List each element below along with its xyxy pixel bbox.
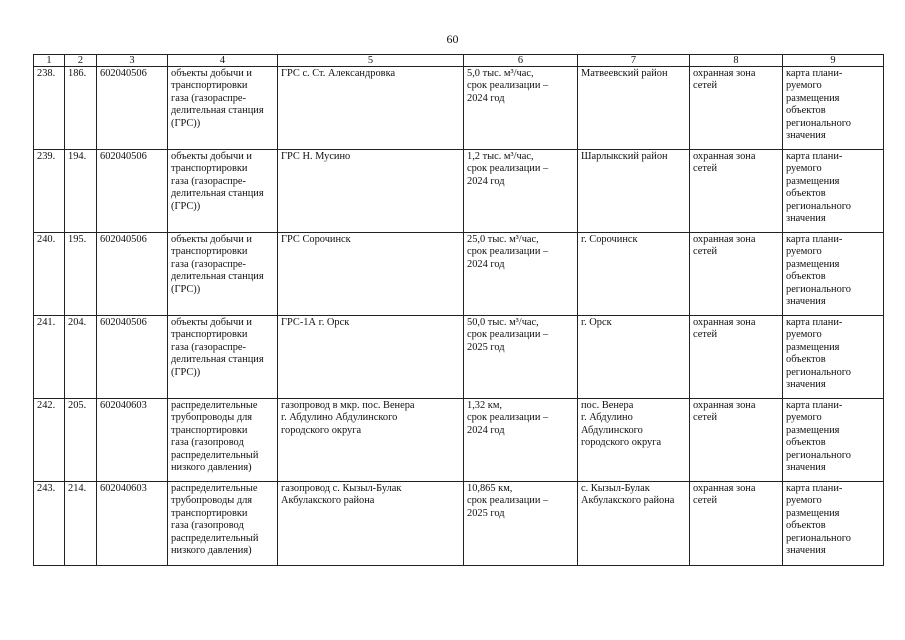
source-number: 186. xyxy=(65,67,97,150)
objects-table xyxy=(33,54,884,566)
row-number: 243. xyxy=(34,482,65,566)
header-row xyxy=(34,55,884,67)
source-number: 205. xyxy=(65,399,97,482)
object-type: объекты добычи и транспортировки газа (газораспре- делительная станция (ГРС)) xyxy=(168,67,278,150)
protection-zone: охранная зона сетей xyxy=(690,482,783,566)
object-type: объекты добычи и транспортировки газа (газораспре- делительная станция (ГРС)) xyxy=(168,316,278,399)
object-name: газопровод в мкр. пос. Венера г. Абдулино Абдулинского городского округа xyxy=(278,399,464,482)
object-code: 602040506 xyxy=(97,150,168,233)
object-location: с. Кызыл-Булак Акбулакского района xyxy=(578,482,690,566)
object-params: 25,0 тыс. м³/час, срок реализации – 2024 год xyxy=(464,233,578,316)
map-reference: карта плани- руемого размещения объектов регионального значения xyxy=(783,316,884,399)
object-location: г. Орск xyxy=(578,316,690,399)
table-row xyxy=(34,67,884,150)
column-header: 4 xyxy=(168,55,278,67)
map-reference: карта плани- руемого размещения объектов регионального значения xyxy=(783,67,884,150)
table-row xyxy=(34,150,884,233)
table-row xyxy=(34,316,884,399)
object-location: Матвеевский район xyxy=(578,67,690,150)
map-reference: карта плани- руемого размещения объектов регионального значения xyxy=(783,233,884,316)
object-location: г. Сорочинск xyxy=(578,233,690,316)
object-params: 50,0 тыс. м³/час, срок реализации – 2025 год xyxy=(464,316,578,399)
object-type: распределительные трубопроводы для транспортировки газа (газопровод распределительный низкого давления) xyxy=(168,399,278,482)
object-code: 602040506 xyxy=(97,67,168,150)
protection-zone: охранная зона сетей xyxy=(690,316,783,399)
object-name: ГРС с. Ст. Александровка xyxy=(278,67,464,150)
object-params: 5,0 тыс. м³/час, срок реализации – 2024 год xyxy=(464,67,578,150)
object-code: 602040506 xyxy=(97,233,168,316)
source-number: 195. xyxy=(65,233,97,316)
object-location: пос. Венера г. Абдулино Абдулинского городского округа xyxy=(578,399,690,482)
protection-zone: охранная зона сетей xyxy=(690,233,783,316)
object-name: ГРС Н. Мусино xyxy=(278,150,464,233)
table-row xyxy=(34,482,884,566)
object-params: 1,32 км, срок реализации – 2024 год xyxy=(464,399,578,482)
object-name: газопровод с. Кызыл-Булак Акбулакского района xyxy=(278,482,464,566)
object-type: объекты добычи и транспортировки газа (газораспре- делительная станция (ГРС)) xyxy=(168,233,278,316)
row-number: 238. xyxy=(34,67,65,150)
object-name: ГРС-1А г. Орск xyxy=(278,316,464,399)
object-code: 602040506 xyxy=(97,316,168,399)
row-number: 240. xyxy=(34,233,65,316)
row-number: 241. xyxy=(34,316,65,399)
protection-zone: охранная зона сетей xyxy=(690,67,783,150)
table-row xyxy=(34,233,884,316)
object-params: 1,2 тыс. м³/час, срок реализации – 2024 год xyxy=(464,150,578,233)
object-type: распределительные трубопроводы для транспортировки газа (газопровод распределительный низкого давления) xyxy=(168,482,278,566)
column-header: 9 xyxy=(783,55,884,67)
protection-zone: охранная зона сетей xyxy=(690,399,783,482)
map-reference: карта плани- руемого размещения объектов регионального значения xyxy=(783,482,884,566)
column-header: 1 xyxy=(34,55,65,67)
source-number: 214. xyxy=(65,482,97,566)
protection-zone: охранная зона сетей xyxy=(690,150,783,233)
object-code: 602040603 xyxy=(97,482,168,566)
map-reference: карта плани- руемого размещения объектов регионального значения xyxy=(783,399,884,482)
row-number: 242. xyxy=(34,399,65,482)
source-number: 204. xyxy=(65,316,97,399)
column-header: 8 xyxy=(690,55,783,67)
object-location: Шарлыкский район xyxy=(578,150,690,233)
table-row xyxy=(34,399,884,482)
object-type: объекты добычи и транспортировки газа (газораспре- делительная станция (ГРС)) xyxy=(168,150,278,233)
row-number: 239. xyxy=(34,150,65,233)
source-number: 194. xyxy=(65,150,97,233)
column-header: 5 xyxy=(278,55,464,67)
object-code: 602040603 xyxy=(97,399,168,482)
column-header: 6 xyxy=(464,55,578,67)
page-number: 60 xyxy=(446,32,459,46)
column-header: 2 xyxy=(65,55,97,67)
map-reference: карта плани- руемого размещения объектов регионального значения xyxy=(783,150,884,233)
column-header: 3 xyxy=(97,55,168,67)
object-name: ГРС Сорочинск xyxy=(278,233,464,316)
column-header: 7 xyxy=(578,55,690,67)
object-params: 10,865 км, срок реализации – 2025 год xyxy=(464,482,578,566)
